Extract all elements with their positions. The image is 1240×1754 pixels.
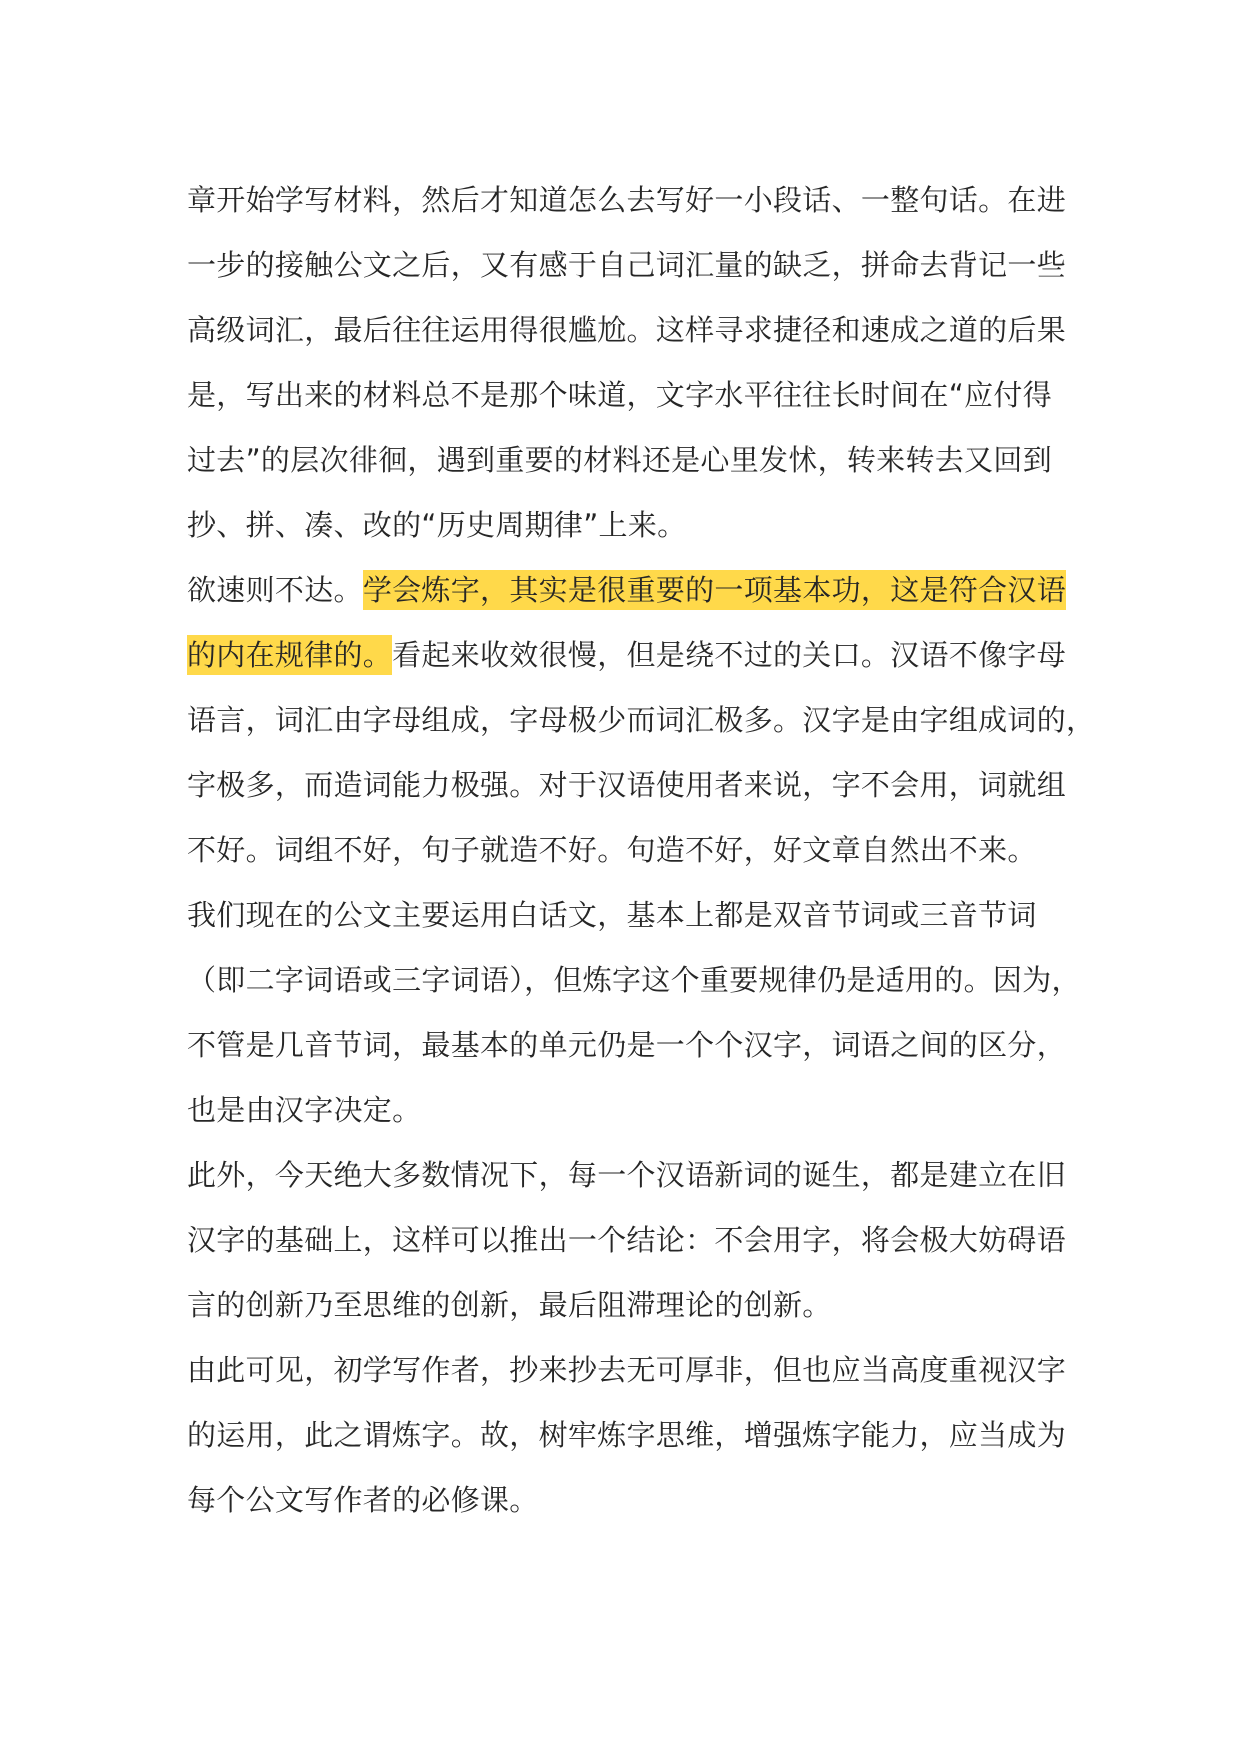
text-line: 的运用，此之谓炼字。故，树牢炼字思维，增强炼字能力，应当成为 <box>187 1418 1067 1452</box>
text-line: 不好。词组不好，句子就造不好。句造不好，好文章自然出不来。 <box>187 833 1037 867</box>
text-line: 由此可见，初学写作者，抄来抄去无可厚非，但也应当高度重视汉字 <box>187 1353 1067 1387</box>
paragraph-1 <box>187 168 1087 558</box>
text-line: 抄、拼、凑、改的“历史周期律”上来。 <box>187 508 687 542</box>
text-line: 是，写出来的材料总不是那个味道，文字水平往往长时间在“应付得 <box>187 378 1053 412</box>
text-line: 我们现在的公文主要运用白话文，基本上都是双音节词或三音节词 <box>187 898 1037 932</box>
paragraph-3 <box>187 883 1087 1143</box>
text-line: 章开始学写材料，然后才知道怎么去写好一小段话、一整句话。在进 <box>187 183 1067 217</box>
text-line: 语言，词汇由字母组成，字母极少而词汇极多。汉字是由字组成词的， <box>187 703 1096 737</box>
text-segment: 看起来收效很慢，但是绕不过的关口。汉语不像字母 <box>392 638 1067 672</box>
text-line: 此外，今天绝大多数情况下，每一个汉语新词的诞生，都是建立在旧 <box>187 1158 1067 1192</box>
text-line <box>187 558 1087 623</box>
text-line: 言的创新乃至思维的创新，最后阻滞理论的创新。 <box>187 1288 832 1322</box>
text-line <box>187 623 1087 688</box>
paragraph-2 <box>187 558 1096 883</box>
text-line: 不管是几音节词，最基本的单元仍是一个个汉字，词语之间的区分， <box>187 1028 1067 1062</box>
text-segment: 欲速则不达。 <box>187 573 363 607</box>
paragraph-5 <box>187 1338 1087 1533</box>
highlighted-text: 学会炼字，其实是很重要的一项基本功，这是符合汉语 <box>363 570 1066 610</box>
text-line: 一步的接触公文之后，又有感于自己词汇量的缺乏，拼命去背记一些 <box>187 248 1067 282</box>
text-line: 过去”的层次徘徊，遇到重要的材料还是心里发怵，转来转去又回到 <box>187 443 1053 477</box>
article-body <box>187 168 1096 1533</box>
text-line: 汉字的基础上，这样可以推出一个结论：不会用字，将会极大妨碍语 <box>187 1223 1067 1257</box>
text-line: 每个公文写作者的必修课。 <box>187 1483 539 1517</box>
text-line: 也是由汉字决定。 <box>187 1093 422 1127</box>
highlighted-text: 的内在规律的。 <box>187 635 392 675</box>
text-line: 高级词汇，最后往往运用得很尴尬。这样寻求捷径和速成之道的后果 <box>187 313 1067 347</box>
text-line: 字极多，而造词能力极强。对于汉语使用者来说，字不会用，词就组 <box>187 768 1067 802</box>
paragraph-4 <box>187 1143 1087 1338</box>
text-line: （即二字词语或三字词语），但炼字这个重要规律仍是适用的。因为， <box>187 963 1081 997</box>
